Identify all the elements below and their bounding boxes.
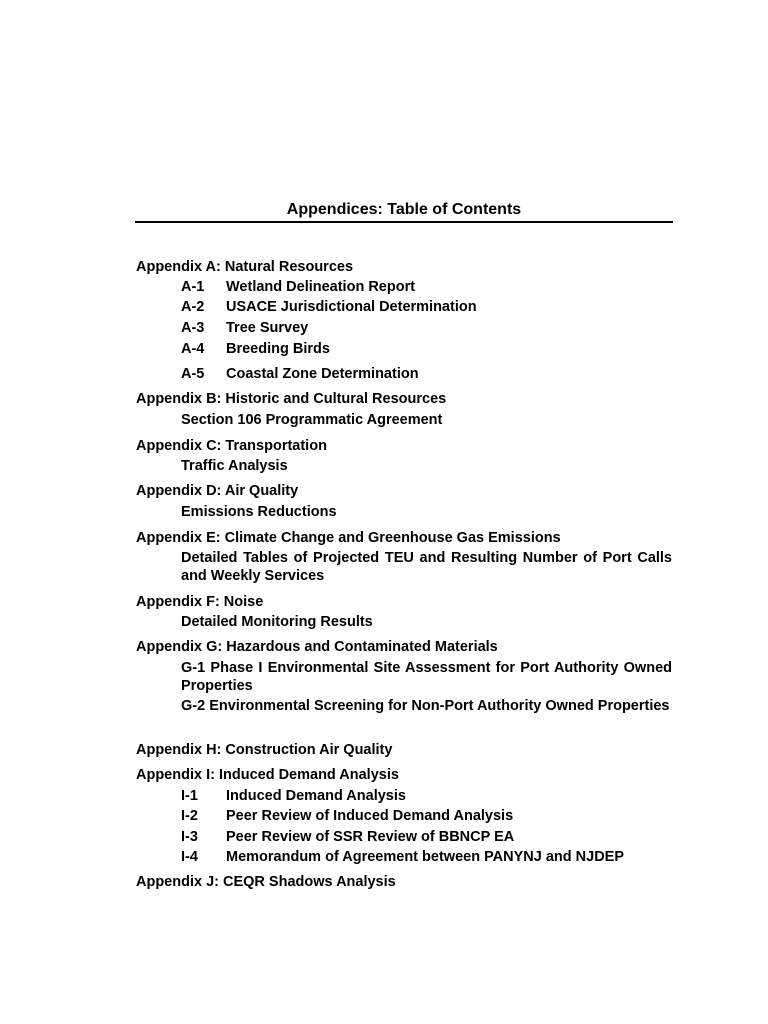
appendix-d-heading: Appendix D: Air Quality <box>136 483 299 499</box>
appendix-c-heading: Appendix C: Transportation <box>136 438 327 454</box>
appendix-g-heading: Appendix G: Hazardous and Contaminated Materials <box>136 639 498 655</box>
appendix-j-heading: Appendix J: CEQR Shadows Analysis <box>136 874 396 890</box>
appendix-h-heading: Appendix H: Construction Air Quality <box>136 742 393 758</box>
appendix-a-heading: Appendix A: Natural Resources <box>136 259 354 275</box>
appendix-b-item: Section 106 Programmatic Agreement <box>181 412 443 428</box>
item-label: USACE Jurisdictional Determination <box>226 299 477 315</box>
appendix-e-item: Detailed Tables of Projected TEU and Resulting Number of Port Calls and Weekly Services <box>181 550 672 584</box>
appendix-d-item: Emissions Reductions <box>181 504 337 520</box>
item-code: I-4 <box>181 849 198 865</box>
appendix-c-item: Traffic Analysis <box>181 458 288 474</box>
appendix-f-heading: Appendix F: Noise <box>136 594 264 610</box>
page-title: Appendices: Table of Contents <box>286 201 522 218</box>
item-label: Induced Demand Analysis <box>226 788 406 804</box>
appendix-f-item: Detailed Monitoring Results <box>181 614 373 630</box>
appendix-a-item <box>181 340 330 358</box>
item-label: Breeding Birds <box>226 341 330 357</box>
item-code: A-3 <box>181 320 205 336</box>
item-code: A-1 <box>181 279 205 295</box>
item-code: I-2 <box>181 808 198 824</box>
appendix-b-heading: Appendix B: Historic and Cultural Resources <box>136 391 447 407</box>
item-code: A-4 <box>181 341 205 357</box>
appendix-i-item <box>181 807 513 825</box>
item-label: Tree Survey <box>226 320 309 336</box>
appendix-i-heading: Appendix I: Induced Demand Analysis <box>136 767 399 783</box>
title-underline <box>135 221 673 223</box>
item-code: A-5 <box>181 366 205 382</box>
appendix-i-item <box>181 828 514 846</box>
appendix-a-item <box>181 319 308 337</box>
item-label: Memorandum of Agreement between PANYNJ and NJDEP <box>226 849 625 865</box>
appendix-a-item <box>181 365 419 383</box>
appendix-g-item: G-2 Environmental Screening for Non-Port Authority Owned Properties <box>181 698 670 714</box>
item-label: Peer Review of Induced Demand Analysis <box>226 808 514 824</box>
appendix-i-item <box>181 848 624 866</box>
item-code: I-1 <box>181 788 198 804</box>
appendix-a-item <box>181 278 415 296</box>
appendix-i-item <box>181 787 406 805</box>
item-label: Coastal Zone Determination <box>226 366 419 382</box>
appendix-e-heading: Appendix E: Climate Change and Greenhouse Gas Emissions <box>136 530 561 546</box>
appendix-a-item <box>181 298 477 316</box>
item-label: Wetland Delineation Report <box>226 279 416 295</box>
item-label: Peer Review of SSR Review of BBNCP EA <box>226 829 515 845</box>
item-code: I-3 <box>181 829 198 845</box>
appendix-g-item: G-1 Phase I Environmental Site Assessment for Port Authority Owned Properties <box>181 660 672 694</box>
item-code: A-2 <box>181 299 205 315</box>
